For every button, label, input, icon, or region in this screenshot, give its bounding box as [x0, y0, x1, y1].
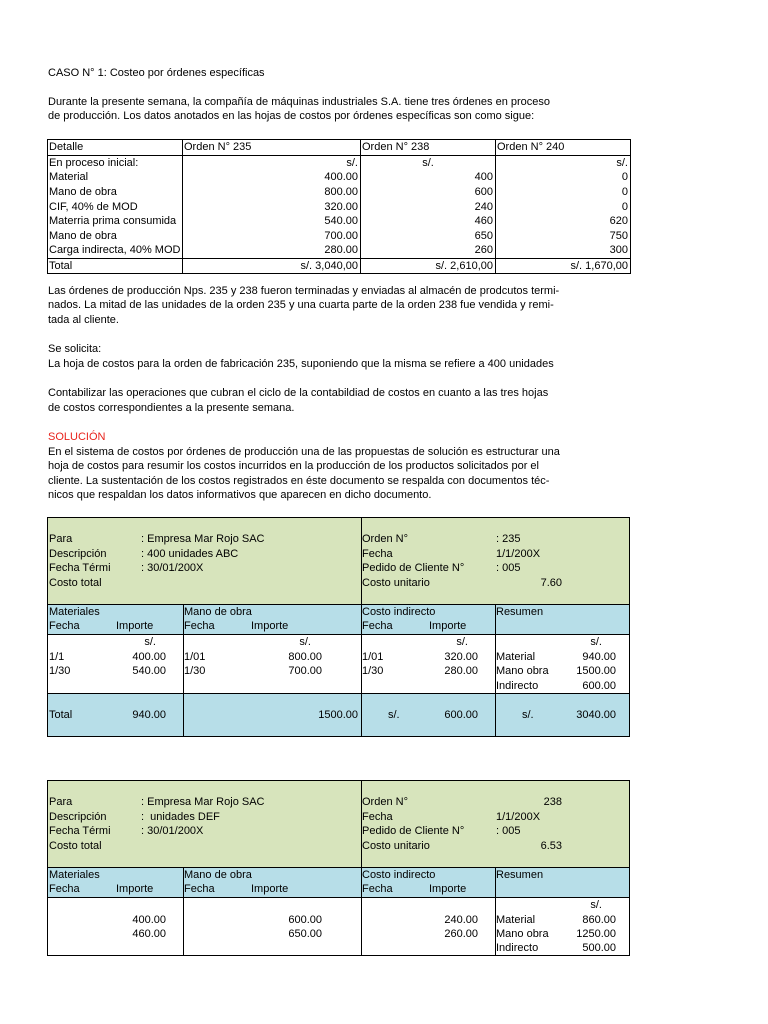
cell: s/. 1,670,00 [496, 258, 631, 274]
case-title: CASO N° 1: Costeo por órdenes específicas [48, 67, 265, 79]
cell: Carga indirecta, 40% MOD [48, 243, 183, 258]
sheet-header [48, 518, 629, 604]
fecha-label: Fecha Térmi [49, 825, 111, 837]
table-total-row [48, 258, 631, 274]
cell: 700.00 [183, 229, 361, 244]
solution-heading: SOLUCIÓN [48, 431, 106, 443]
cell: s/. [361, 155, 496, 170]
cell: 460 [361, 214, 496, 229]
cell: Materria prima consumida [48, 214, 183, 229]
cell: 0 [496, 170, 631, 185]
cell: 320.00 [183, 199, 361, 214]
cell: 750 [496, 229, 631, 244]
importe-header: Importe [251, 620, 289, 632]
fecha-value: : 30/01/200X [141, 825, 204, 837]
mo-amount: 650.00 [288, 928, 322, 940]
table-row [48, 199, 631, 214]
header-cell: Detalle [48, 140, 183, 156]
res-amount: 1250.00 [576, 928, 616, 940]
cell: s/. 3,040,00 [183, 258, 361, 274]
cell: 650 [361, 229, 496, 244]
cell: 400.00 [183, 170, 361, 185]
ci-amount: 240.00 [444, 914, 478, 926]
detail-rows [48, 898, 629, 955]
paragraph-line: nicos que respaldan los datos informativos que aparecen en dicho documento. [48, 489, 432, 501]
ci-amount: 280.00 [444, 665, 478, 677]
header-cell: Orden N° 240 [496, 140, 631, 156]
desc-label: Descripción [49, 548, 107, 560]
paragraph-line: Contabilizar las operaciones que cubran el ciclo de la contabildiad de costos en cuanto a las tres hojas [48, 387, 549, 399]
currency-label: s/. [456, 636, 468, 648]
column-headers [48, 868, 629, 897]
cell: s/. [496, 155, 631, 170]
cell: En proceso inicial: [48, 155, 183, 170]
paragraph-line: En el sistema de costos por órdenes de producción una de las propuestas de solución es estructurar una [48, 446, 560, 458]
header-cell: Orden N° 235 [183, 140, 361, 156]
importe-header: Importe [429, 620, 467, 632]
cell: CIF, 40% de MOD [48, 199, 183, 214]
orden-value: : 235 [496, 533, 521, 545]
orden-value: 238 [543, 796, 562, 808]
res-label: Mano obra [496, 665, 549, 677]
orden-label: Orden N° [362, 796, 408, 808]
mat-date: 1/1 [49, 651, 65, 663]
desc-value: : unidades DEF [141, 811, 220, 823]
pedido-value: : 005 [496, 825, 521, 837]
mat-amount: 400.00 [132, 651, 166, 663]
fecha-header: Fecha [184, 883, 215, 895]
currency-label: s/. [388, 709, 400, 721]
ci-amount: 320.00 [444, 651, 478, 663]
cell: 280.00 [183, 243, 361, 258]
mo-amount: 700.00 [288, 665, 322, 677]
table-row [48, 243, 631, 258]
mano-obra-header: Mano de obra [184, 606, 252, 618]
materiales-header: Materiales [49, 606, 100, 618]
table-row [48, 155, 631, 170]
fecha2-value: 1/1/200X [496, 548, 541, 560]
ci-date: 1/30 [362, 665, 384, 677]
cell: 620 [496, 214, 631, 229]
cell: Mano de obra [48, 185, 183, 200]
cell: s/. [183, 155, 361, 170]
unit-cost-label: Costo unitario [362, 840, 430, 852]
para-value: : Empresa Mar Rojo SAC [141, 533, 265, 545]
fecha-header: Fecha [362, 883, 393, 895]
fecha2-label: Fecha [362, 548, 393, 560]
table-row [48, 229, 631, 244]
para-label: Para [49, 533, 73, 545]
mo-total: 1500.00 [318, 709, 358, 721]
paragraph-line: La hoja de costos para la orden de fabricación 235, suponiendo que la misma se refiere a 400 unidades [48, 358, 554, 370]
currency-label: s/. [522, 709, 534, 721]
sheet-header [48, 781, 629, 867]
orders-table [47, 139, 631, 274]
paragraph-line: hoja de costos para resumir los costos incurridos en la producción de los productos solicitados por el [48, 460, 539, 472]
detail-rows [48, 635, 629, 693]
importe-header: Importe [116, 620, 154, 632]
pedido-label: Pedido de Cliente N° [362, 825, 465, 837]
cell: s/. 2,610,00 [361, 258, 496, 274]
cell: 400 [361, 170, 496, 185]
fecha2-value: 1/1/200X [496, 811, 541, 823]
mat-total: 940.00 [132, 709, 166, 721]
mo-date: 1/01 [184, 651, 206, 663]
mo-amount: 800.00 [288, 651, 322, 663]
table-header-row [48, 140, 631, 156]
paragraph-line: tada al cliente. [48, 314, 119, 326]
res-amount: 600.00 [582, 680, 616, 692]
desc-label: Descripción [49, 811, 107, 823]
currency-label: s/. [590, 636, 602, 648]
unit-cost-value: 6.53 [540, 840, 562, 852]
res-label: Mano obra [496, 928, 549, 940]
pedido-label: Pedido de Cliente N° [362, 562, 465, 574]
unit-cost-value: 7.60 [540, 577, 562, 589]
paragraph-line: nados. La mitad de las unidades de la orden 235 y una cuarta parte de la orden 238 fue vendida y remi- [48, 299, 554, 311]
res-amount: 500.00 [582, 942, 616, 954]
importe-header: Importe [251, 883, 289, 895]
table-row [48, 214, 631, 229]
pedido-value: : 005 [496, 562, 521, 574]
fecha-label: Fecha Térmi [49, 562, 111, 574]
fecha-value: : 30/01/200X [141, 562, 204, 574]
cell: 240 [361, 199, 496, 214]
totals-row [48, 694, 629, 736]
mat-amount: 460.00 [132, 928, 166, 940]
res-amount: 1500.00 [576, 665, 616, 677]
res-label: Indirecto [496, 942, 539, 954]
cell: Material [48, 170, 183, 185]
paragraph-line: Se solicita: [48, 343, 102, 355]
resumen-header: Resumen [496, 869, 544, 881]
res-label: Material [496, 651, 536, 663]
currency-label: s/. [144, 636, 156, 648]
cell: Total [48, 258, 183, 274]
res-total: 3040.00 [576, 709, 616, 721]
cell: 260 [361, 243, 496, 258]
ci-date: 1/01 [362, 651, 384, 663]
para-label: Para [49, 796, 73, 808]
mo-date: 1/30 [184, 665, 206, 677]
currency-label: s/. [590, 899, 602, 911]
column-headers [48, 605, 629, 634]
mat-date: 1/30 [49, 665, 71, 677]
costo-indirecto-header: Costo indirecto [362, 869, 436, 881]
cell: 300 [496, 243, 631, 258]
paragraph-line: de costos correspondientes a la presente semana. [48, 402, 295, 414]
currency-label: s/. [299, 636, 311, 648]
cell: 0 [496, 185, 631, 200]
cost-sheet-235 [47, 517, 630, 737]
mat-amount: 540.00 [132, 665, 166, 677]
unit-cost-label: Costo unitario [362, 577, 430, 589]
res-amount: 860.00 [582, 914, 616, 926]
materiales-header: Materiales [49, 869, 100, 881]
table-row [48, 170, 631, 185]
cost-sheet-238 [47, 780, 630, 956]
fecha2-label: Fecha [362, 811, 393, 823]
cell: 600 [361, 185, 496, 200]
fecha-header: Fecha [49, 620, 80, 632]
intro-line-2: de producción. Los datos anotados en las hojas de costos por órdenes específicas son como sigue: [48, 110, 535, 122]
ci-amount: 260.00 [444, 928, 478, 940]
cell: 800.00 [183, 185, 361, 200]
costo-indirecto-header: Costo indirecto [362, 606, 436, 618]
res-label: Material [496, 914, 536, 926]
importe-header: Importe [116, 883, 154, 895]
resumen-header: Resumen [496, 606, 544, 618]
cell: 0 [496, 199, 631, 214]
cell: Mano de obra [48, 229, 183, 244]
fecha-header: Fecha [362, 620, 393, 632]
para-value: : Empresa Mar Rojo SAC [141, 796, 265, 808]
costo-total-label: Costo total [49, 577, 102, 589]
desc-value: : 400 unidades ABC [141, 548, 239, 560]
costo-total-label: Costo total [49, 840, 102, 852]
orden-label: Orden N° [362, 533, 408, 545]
importe-header: Importe [429, 883, 467, 895]
header-cell: Orden N° 238 [361, 140, 496, 156]
table-row [48, 185, 631, 200]
mo-amount: 600.00 [288, 914, 322, 926]
paragraph-line: Las órdenes de producción Nps. 235 y 238 fueron terminadas y enviadas al almacén de prodcutos termi- [48, 285, 560, 297]
total-label: Total [49, 709, 73, 721]
ci-total: 600.00 [444, 709, 478, 721]
paragraph-line: cliente. La sustentación de los costos registrados en éste documento se respalda con documentos téc- [48, 475, 550, 487]
fecha-header: Fecha [184, 620, 215, 632]
fecha-header: Fecha [49, 883, 80, 895]
mano-obra-header: Mano de obra [184, 869, 252, 881]
res-amount: 940.00 [582, 651, 616, 663]
intro-line-1: Durante la presente semana, la compañía de máquinas industriales S.A. tiene tres órdenes en proceso [48, 96, 551, 108]
cell: 540.00 [183, 214, 361, 229]
mat-amount: 400.00 [132, 914, 166, 926]
res-label: Indirecto [496, 680, 539, 692]
